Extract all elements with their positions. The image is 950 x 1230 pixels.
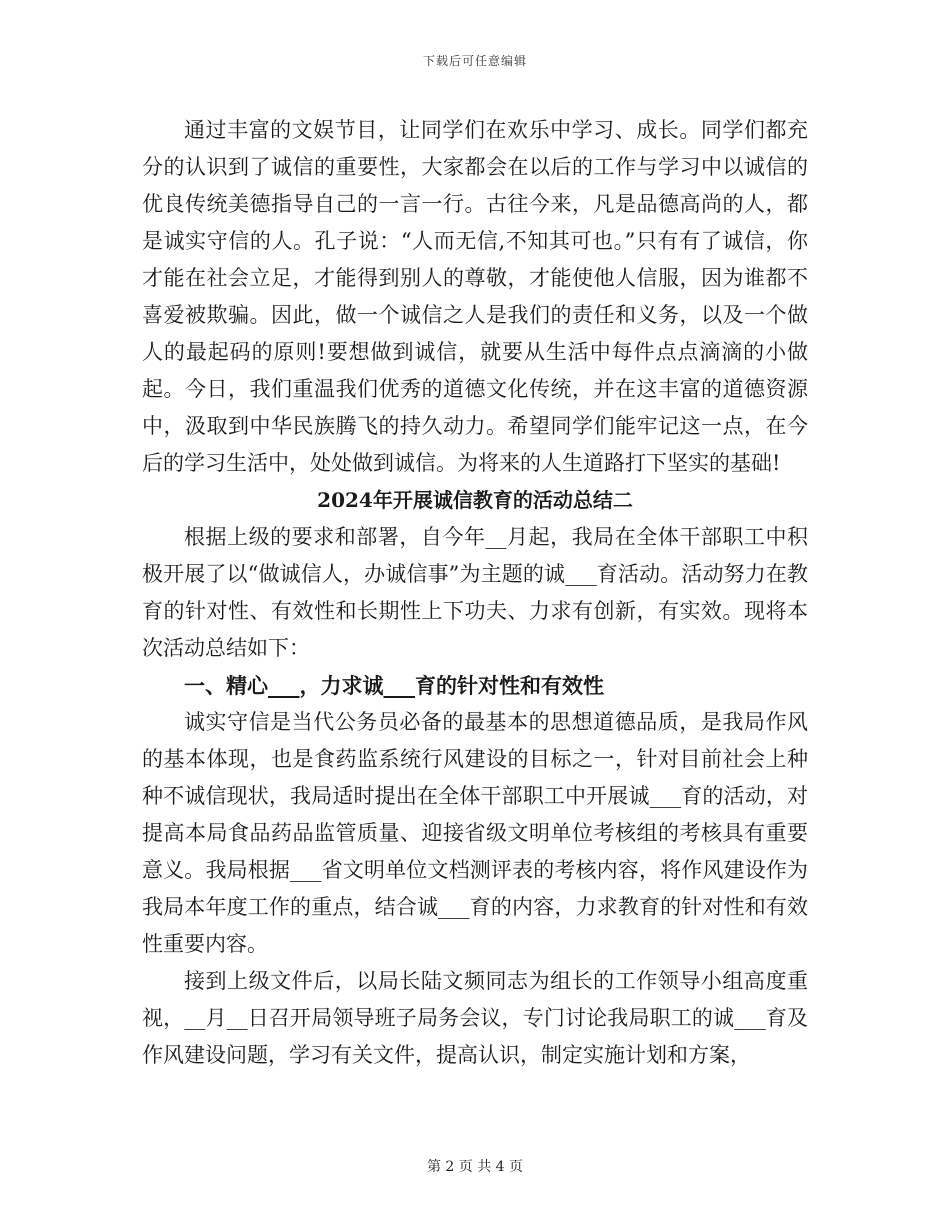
section-title: 2024年开展诚信教育的活动总结二	[317, 488, 633, 512]
paragraph-2: 根据上级的要求和部署，自今年__月起，我局在全体干部职工中积极开展了以“做诚信人，办诚信事”为主题的诚___育活动。活动努力在教育的针对性、有效性和长期性上下功夫、力求有创新，有实效。现将本次活动总结如下：	[142, 525, 808, 660]
sub-heading-1: 一、精心___，力求诚___育的针对性和有效性	[184, 673, 604, 698]
paragraph-1: 通过丰富的文娱节目，让同学们在欢乐中学习、成长。同学们都充分的认识到了诚信的重要性，大家都会在以后的工作与学习中以诚信的优良传统美德指导自己的一言一行。古往今来，凡是品德高尚的人，都是诚实守信的人。孔子说：“人而无信,不知其可也。”只有有了诚信，你才能在社会立足，才能得到别人的尊敬，才能使他人信服，因为谁都不喜爱被欺骗。因此，做一个诚信之人是我们的责任和义务，以及一个做人的最起码的原则!要想做到诚信，就要从生活中每件点点滴滴的小做起。今日，我们重温我们优秀的道德文化传统，并在这丰富的道德资源中，汲取到中华民族腾飞的持久动力。希望同学们能牢记这一点，在今后的学习生活中，处处做到诚信。为将来的人生道路打下坚实的基础!	[142, 118, 808, 475]
document-body	[142, 112, 808, 1074]
paragraph-3: 诚实守信是当代公务员必备的最基本的思想道德品质，是我局作风的基本体现，也是食药监系统行风建设的目标之一，针对目前社会上种种不诚信现状，我局适时提出在全体干部职工中开展诚___育的活动，对提高本局食品药品监管质量、迎接省级文明单位考核组的考核具有重要意义。我局根据___省文明单位文档测评表的考核内容，将作风建设作为我局本年度工作的重点，结合诚___育的内容，力求教育的针对性和有效性重要内容。	[142, 710, 808, 956]
page-number: 第 2 页 共 4 页	[426, 1159, 524, 1175]
paragraph-4: 接到上级文件后，以局长陆文频同志为组长的工作领导小组高度重视，__月__日召开局领导班子局务会议，专门讨论我局职工的诚___育及作风建设问题，学习有关文件，提高认识，制定实施计划和方案，	[142, 969, 808, 1067]
header-note: 下载后可任意编辑	[422, 54, 527, 68]
